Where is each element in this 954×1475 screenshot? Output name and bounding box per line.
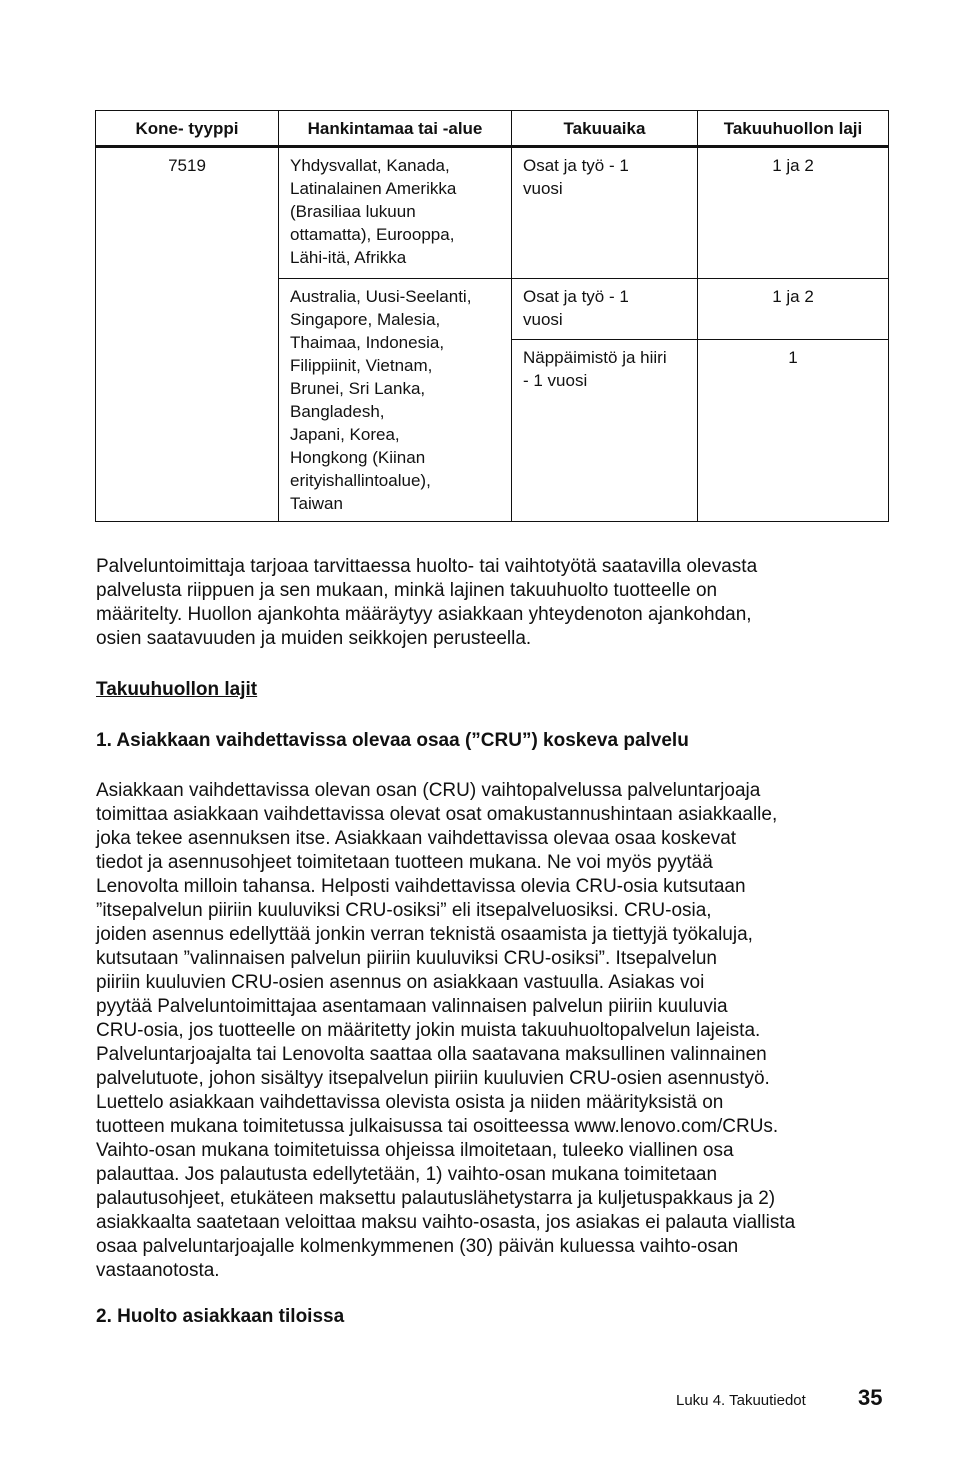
table-header-row [96, 111, 889, 147]
item1-body: Asiakkaan vaihdettavissa olevan osan (CRU) vaihtopalvelussa palveluntarjoaja toimittaa asiakkaan vaihdettavissa olevat osat omakustannushintaan asiakkaalle, joka tekee asennuksen itse. Asiakkaan vaihdettavissa olevaa osaa koskevat tiedot ja asennusohjeet toimitetaan tuotteen mukana. Ne voi myös pyytää Lenovolta milloin tahansa. Helposti vaihdettavissa olevia CRU-osia kutsutaan ”itsepalvelun piiriin kuuluviksi CRU-osiksi” eli itsepalveluosiksi. CRU-osia, joiden asennus edellyttää jonkin verran teknistä osaamista ja tiettyjä työkaluja, kutsutaan ”valinnaisen palvelun piiriin kuuluviksi CRU-osiksi”. Itsepalvelun piiriin kuuluvien CRU-osien asennus on asiakkaan vastuulla. Asiakas voi pyytää Palveluntoimittajaa asentamaan valinnaisen palvelun piiriin kuuluvia CRU-osia, jos tuotteelle on määritetty jokin muista takuuhuoltopalvelun lajeista. Palveluntarjoajalta tai Lenovolta saattaa olla saatavana maksullinen valinnainen palvelutuote, johon sisältyy itsepalvelun piiriin kuuluvien CRU-osien asennustyö. Luettelo asiakkaan vaihdettavissa olevista osista ja niiden määrityksistä on tuotteen mukana toimitetussa julkaisussa tai osoitteessa www.lenovo.com/CRUs. Vaihto-osan mukana toimitetuissa ohjeissa ilmoitetaan, tuleeko viallinen osa palauttaa. Jos palautusta edellytetään, 1) vaihto-osan mukana toimitetaan palautusohjeet, etukäteen maksettu palautuslähetystarra ja kuljetuspakkaus ja 2) asiakkaalta saatetaan veloittaa maksu vaihto-osasta, jos asiakas ei palauta viallista osaa palveluntarjoajalle kolmenkymmenen (30) päivän kuluessa vaihto-osan vastaanotosta. [96, 780, 796, 1281]
machine-type-cell: 7519 [96, 147, 279, 522]
item1-title: 1. Asiakkaan vaihdettavissa olevaa osaa (”CRU”) koskeva palvelu [96, 730, 689, 751]
warranty-period-cell: Osat ja työ - 1 vuosi [512, 147, 698, 279]
service-type-cell: 1 ja 2 [698, 279, 889, 340]
footer-chapter: Luku 4. Takuutiedot [676, 1392, 806, 1409]
table-row [96, 147, 889, 279]
item2-title: 2. Huolto asiakkaan tiloissa [96, 1306, 345, 1327]
service-type-cell: 1 ja 2 [698, 147, 889, 279]
header-service-type: Takuuhuollon laji [698, 111, 889, 147]
region-cell: Australia, Uusi-Seelanti, Singapore, Malesia, Thaimaa, Indonesia, Filippiinit, Vietnam, Brunei, Sri Lanka, Bangladesh, Japani, Korea, Hongkong (Kiinan erityishallintoalue), Taiwan [279, 279, 512, 522]
warranty-period-cell: Näppäimistö ja hiiri - 1 vuosi [512, 340, 698, 522]
warranty-period-cell: Osat ja työ - 1 vuosi [512, 279, 698, 340]
intro-paragraph: Palveluntoimittaja tarjoaa tarvittaessa huolto- tai vaihtotyötä saatavilla olevasta palvelusta riippuen ja sen mukaan, minkä lajinen takuuhuolto tuotteelle on määritelty. Huollon ajankohta määräytyy asiakkaan yhteydenoton ajankohdan, osien saatavuuden ja muiden seikkojen perusteella. [96, 556, 758, 649]
header-warranty-period: Takuuaika [512, 111, 698, 147]
region-cell: Yhdysvallat, Kanada, Latinalainen Amerikka (Brasiliaa lukuun ottamatta), Eurooppa, Lähi-itä, Afrikka [279, 147, 512, 279]
service-type-cell: 1 [698, 340, 889, 522]
header-machine-type: Kone- tyyppi [96, 111, 279, 147]
page-number: 35 [858, 1385, 883, 1410]
warranty-table [95, 110, 889, 522]
header-region: Hankintamaa tai -alue [279, 111, 512, 147]
section-title: Takuuhuollon lajit [96, 679, 258, 700]
